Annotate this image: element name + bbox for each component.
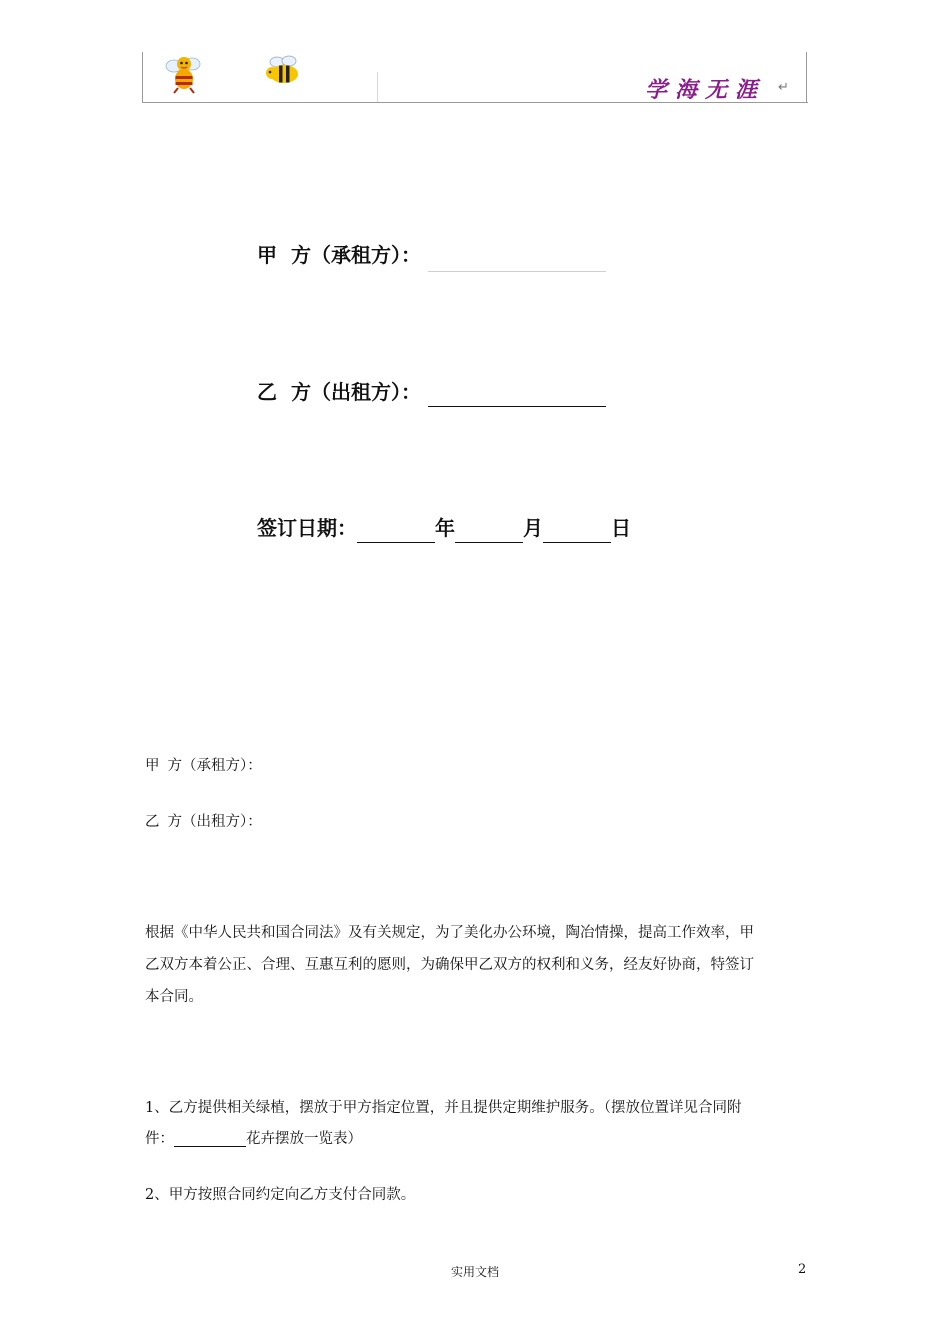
clause-1-line-2: 件： 花卉摆放一览表） xyxy=(145,1131,362,1147)
paragraph-mark: ↵ xyxy=(778,80,789,95)
intro-line-2: 乙双方本着公正、合理、互惠互利的愿则，为确保甲乙双方的权利和义务，经友好协商，特签订 xyxy=(145,957,754,973)
bee-cartoon-icon xyxy=(162,52,206,94)
cover-party-b: 乙 方（出租方）： xyxy=(257,376,606,407)
intro-line-3: 本合同。 xyxy=(145,989,203,1005)
cover-party-b-blank[interactable] xyxy=(428,384,606,407)
header-mid-rule xyxy=(377,72,378,102)
attachment-number-blank[interactable] xyxy=(174,1130,246,1147)
clause-2: 2、甲方按照合同约定向乙方支付合同款。 xyxy=(145,1187,416,1203)
cover-sign-date: 签订日期： 年 月 日 xyxy=(257,512,631,543)
bee-cartoon-icon xyxy=(262,54,304,86)
header-right-rule xyxy=(806,52,807,102)
header-motto: 学海无涯 xyxy=(645,77,766,103)
cover-party-a-blank[interactable] xyxy=(428,247,606,272)
body-party-a: 甲 方（承租方）： xyxy=(145,758,262,774)
header-left-rule xyxy=(142,52,143,102)
intro-line-1: 根据《中华人民共和国合同法》及有关规定，为了美化办公环境，陶冶情操，提高工作效率，甲 xyxy=(145,925,754,941)
date-day-blank[interactable] xyxy=(543,520,611,543)
date-year-blank[interactable] xyxy=(357,520,435,543)
cover-party-a: 甲 方（承租方）： xyxy=(257,239,606,272)
page-number: 2 xyxy=(798,1262,807,1277)
body-party-b: 乙 方（出租方）： xyxy=(145,814,262,830)
date-month-blank[interactable] xyxy=(455,520,523,543)
footer-text: 实用文档 xyxy=(450,1265,499,1279)
clause-1-line-1: 1、乙方提供相关绿植，摆放于甲方指定位置，并且提供定期维护服务。（摆放位置详见合同附 xyxy=(145,1100,742,1116)
